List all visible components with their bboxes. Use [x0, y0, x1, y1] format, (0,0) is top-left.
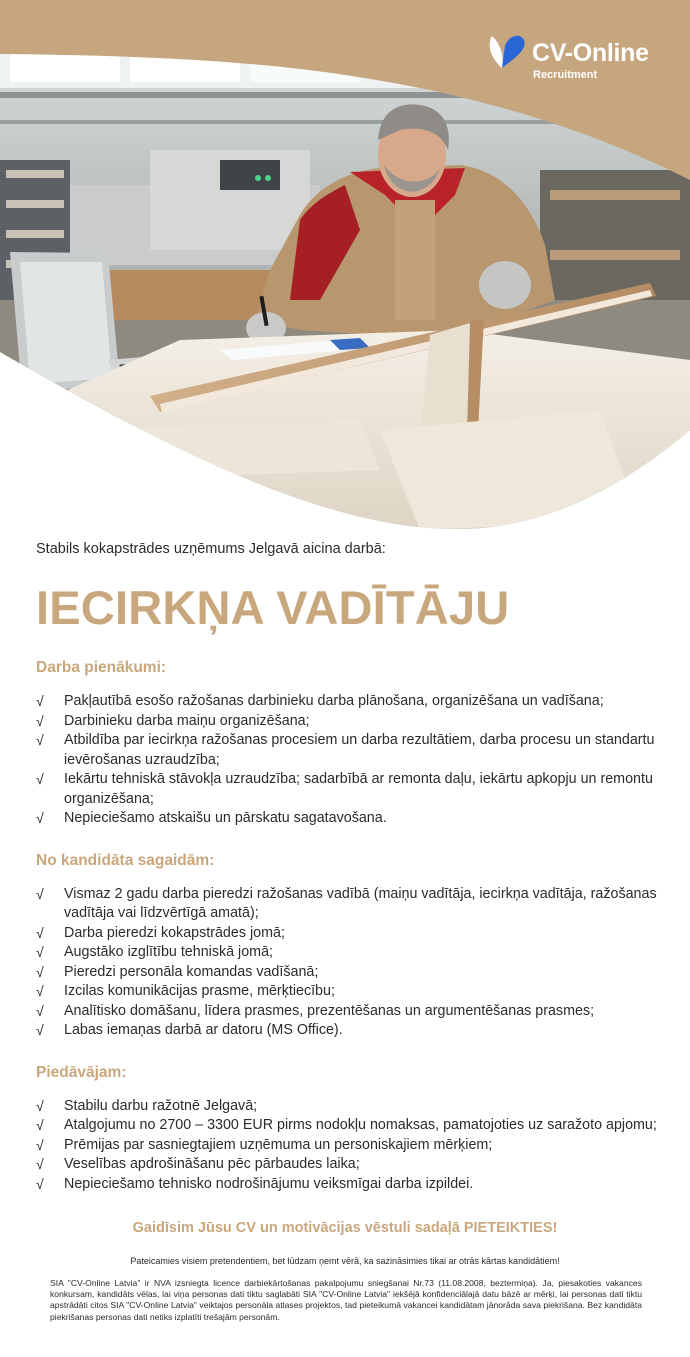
list-item-text: Prēmijas par sasniegtajiem uzņēmuma un personiskajiem mērķiem;: [64, 1136, 493, 1153]
list-item-text: Vismaz 2 gadu darba pieredzi ražošanas vadībā (maiņu vadītāja, iecirkņa vadītāja, ražošanas vadītāja vai līdzvērtīgā amatā);: [64, 885, 657, 921]
job-description: [36, 538, 666, 1194]
checkmark-icon: √: [36, 732, 44, 748]
list-item-text: Pieredzi personāla komandas vadīšanā;: [64, 963, 319, 980]
legal-disclaimer: SIA "CV-Online Latvia" ir NVA izsniegta licence darbiekārtošanas pakalpojumu sniegšanai Nr.73 (11.08.2008, beztermiņa). Ja, piesakoties vakances konkursam, kandidāts vēlas, lai viņa personas dati tiktu saglabāti SIA "CV-Online Latvia" iekšējā konfidenciālajā datu bāzē ar mērķi, lai personas dati tiktu apstrādāti citos SIA "CV-Online Latvia" veiktajos personāla atlases projektos, tad pieteikumā vakancei kandidātam jānorāda sava piekrišana. Bez kandidāta piekrišanas personas dati netiks izplatīti trešajām personām.: [50, 1278, 642, 1322]
checkmark-icon: √: [36, 1097, 44, 1114]
job-title: IECIRKŅA VADĪTĀJU: [36, 581, 510, 634]
checkmark-icon: √: [36, 1136, 44, 1153]
list-item-text: Veselības apdrošināšanu pēc pārbaudes laika;: [64, 1156, 360, 1172]
logo-name: CV-Online: [532, 39, 649, 67]
duties-list: [36, 692, 666, 829]
list-item-text: Augstāko izglītību tehniskā jomā;: [64, 944, 274, 960]
list-item: [36, 809, 666, 829]
list-item-text: Iekārtu tehniskā stāvokļa uzraudzība; sadarbībā ar remonta daļu, iekārtu apkopju un remontu organizēšana;: [64, 771, 653, 807]
list-item-text: Atalgojumu no 2700 – 3300 EUR pirms nodokļu nomaksas, pamatojoties uz saražoto apjomu;: [64, 1117, 657, 1133]
list-item-text: Labas iemaņas darbā ar datoru (MS Office).: [64, 1022, 343, 1038]
intro-text: Stabils kokapstrādes uzņēmums Jelgavā aicina darbā:: [36, 541, 386, 557]
checkmark-icon: √: [36, 924, 44, 941]
checkmark-icon: √: [36, 693, 44, 709]
list-item: [36, 1002, 666, 1022]
list-item-text: Nepieciešamo atskaišu un pārskatu sagatavošana.: [64, 810, 387, 826]
requirements-list: [36, 885, 666, 1041]
list-item-text: Nepieciešamo tehnisko nodrošinājumu veiksmīgai darba izpildei.: [64, 1175, 474, 1192]
checkmark-icon: √: [36, 983, 44, 999]
checkmark-icon: √: [36, 1156, 44, 1172]
list-item: [36, 770, 666, 809]
section-requirements: [36, 851, 666, 1041]
list-item-text: Darba pieredzi kokapstrādes jomā;: [64, 924, 285, 941]
checkmark-icon: √: [36, 944, 44, 960]
list-item: [36, 712, 666, 732]
list-item: [36, 1155, 666, 1175]
section-duties: [36, 658, 666, 829]
logo-tagline: Recruitment: [533, 69, 598, 81]
list-item-text: Pakļautībā esošo ražošanas darbinieku darba plānošana, organizēšana un vadīšana;: [64, 693, 604, 709]
offer-list: [36, 1097, 666, 1195]
list-item: [36, 692, 666, 712]
list-item-text: Analītisko domāšanu, līdera prasmes, prezentēšanas un argumentēšanas prasmes;: [64, 1002, 595, 1019]
list-item-text: Darbinieku darba maiņu organizēšana;: [64, 712, 310, 729]
list-item: [36, 982, 666, 1002]
list-item: [36, 963, 666, 983]
checkmark-icon: √: [36, 1022, 44, 1038]
section-heading: No kandidāta sagaidām:: [36, 851, 215, 869]
list-item-text: Izcilas komunikācijas prasme, mērķtiecību;: [64, 983, 335, 999]
checkmark-icon: √: [36, 712, 44, 729]
cv-online-logo: [488, 30, 668, 86]
checkmark-icon: √: [36, 771, 44, 787]
checkmark-icon: √: [36, 1002, 44, 1019]
checkmark-icon: √: [36, 1175, 44, 1192]
list-item: [36, 943, 666, 963]
list-item-text: Stabilu darbu ražotnē Jelgavā;: [64, 1097, 258, 1114]
list-item: [36, 731, 666, 770]
section-heading: Piedāvājam:: [36, 1063, 127, 1081]
list-item: [36, 924, 666, 944]
checkmark-icon: √: [36, 963, 44, 980]
heart-logo-icon: [488, 32, 528, 72]
section-heading: Darba pienākumi:: [36, 659, 167, 676]
thanks-note: Pateicamies visiem pretendentiem, bet lūdzam ņemt vērā, ka sazināsimies tikai ar otrās kārtas kandidātiem!: [130, 1256, 560, 1266]
checkmark-icon: √: [36, 885, 44, 902]
list-item: [36, 885, 666, 924]
section-offer: [36, 1063, 666, 1195]
hero-banner: [0, 0, 690, 540]
list-item: [36, 1097, 666, 1117]
checkmark-icon: √: [36, 1117, 44, 1133]
list-item: [36, 1136, 666, 1156]
list-item: [36, 1116, 666, 1136]
checkmark-icon: √: [36, 810, 44, 826]
list-item: [36, 1175, 666, 1195]
list-item: [36, 1021, 666, 1041]
apply-call-to-action: Gaidīsim Jūsu CV un motivācijas vēstuli sadaļā PIETEIKTIES!: [132, 1220, 558, 1236]
list-item-text: Atbildība par iecirkņa ražošanas procesiem un darba rezultātiem, darba procesu un standartu ievērošanas uzraudzība;: [64, 732, 655, 768]
